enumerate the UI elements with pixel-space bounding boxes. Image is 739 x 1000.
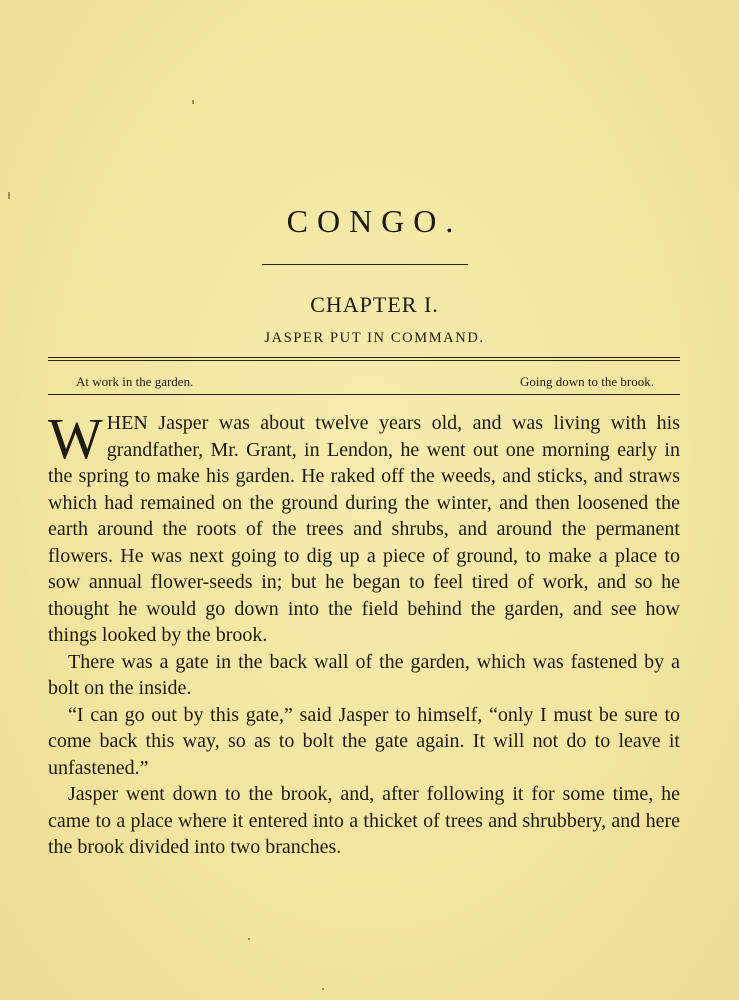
paper-mark: [8, 192, 10, 199]
paragraph: [48, 406, 680, 649]
paragraph-text: HEN Jasper was about twelve years old, and was living with his grandfather, Mr. Grant, in Lendon, he went out one morning early in the spring to make his garden. He raked off the weeds, and sticks, and straws which had remained on the ground during the winter, and then loosened the earth around the roots of the trees and shrubs, and around the permanent flowers. He was next going to dig up a piece of ground, to make a place to sow annual flower-seeds in; but he began to feel tired of work, and so he thought he would go down into the field behind the garden, and see how things looked by the brook.: [48, 412, 680, 646]
chapter-body: [48, 406, 680, 861]
chapter-number: CHAPTER I.: [310, 292, 439, 317]
contents-rule-top: [48, 357, 680, 358]
paragraph: Jasper went down to the brook, and, after following it for some time, he came to a place where it entered into a thicket of trees and shrubbery, and here the brook divided into two branches.: [48, 783, 680, 858]
paragraph: There was a gate in the back wall of the garden, which was fastened by a bolt on the inside.: [48, 650, 680, 699]
paper-mark: [192, 100, 194, 104]
paper-mark: [248, 938, 250, 940]
drop-cap: W: [48, 406, 103, 471]
paper-mark: [322, 988, 324, 990]
contents-item: At work in the garden.: [76, 374, 194, 389]
contents-item: Going down to the brook.: [520, 374, 654, 389]
chapter-contents: [76, 374, 654, 390]
book-title: CONGO.: [286, 203, 463, 239]
contents-rule-bottom: [48, 394, 680, 395]
contents-rule-top-inner: [48, 360, 680, 361]
chapter-title: JASPER PUT IN COMMAND.: [264, 330, 485, 346]
title-divider: [262, 264, 468, 265]
paragraph: “I can go out by this gate,” said Jasper to himself, “only I must be sure to come back this way, so as to bolt the gate again. It will not do to leave it unfastened.”: [48, 703, 680, 779]
